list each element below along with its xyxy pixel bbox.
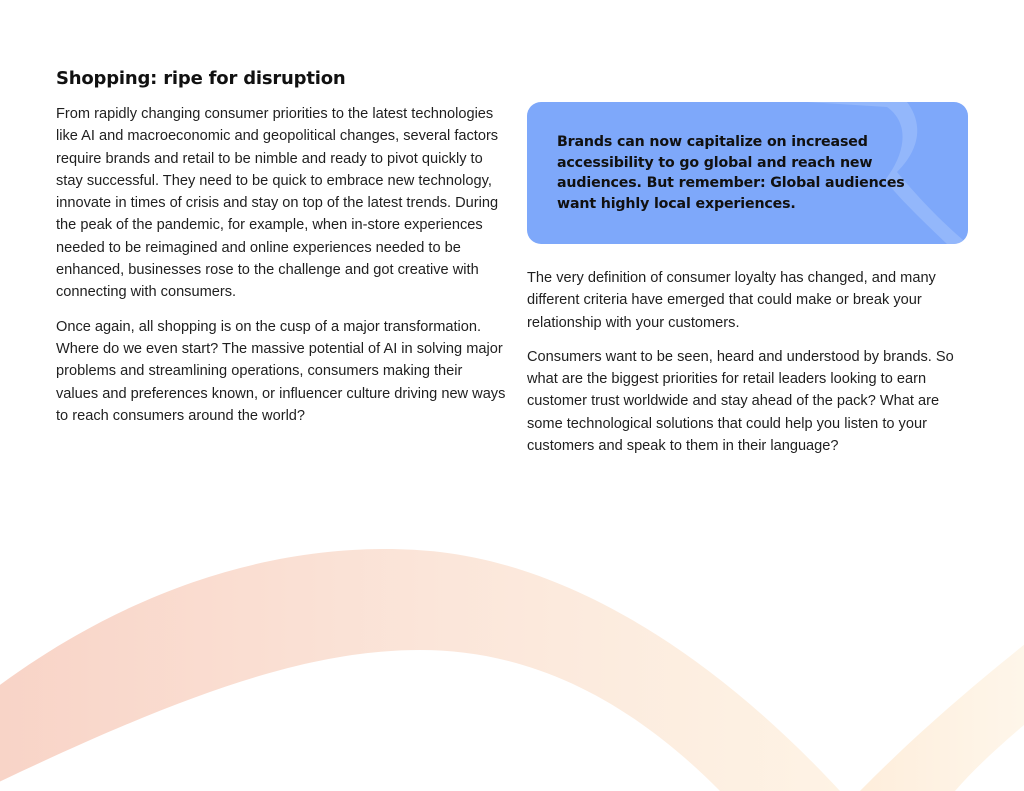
left-paragraph-2: Once again, all shopping is on the cusp of a major transformation. Where do we even start? The massive potential of AI in solving major problems and streamlining operations, consumers making their values and preferences known, or influencer culture driving new ways to reach consumers around the world?	[56, 318, 506, 424]
callout-box	[527, 102, 968, 244]
right-paragraph-2: Consumers want to be seen, heard and understood by brands. So what are the biggest priorities for retail leaders looking to earn customer trust worldwide and stay ahead of the pack? What are some technological solutions that could help you listen to your customers and speak to them in their language?	[527, 348, 954, 455]
section-heading: Shopping: ripe for disruption	[56, 68, 346, 89]
right-column	[527, 267, 972, 469]
left-column	[56, 103, 506, 439]
callout-text: Brands can now capitalize on increased accessibility to go global and reach new audiences. But remember: Global audiences want highly local experiences.	[557, 134, 905, 212]
swoosh-tail	[860, 640, 1024, 791]
right-paragraph-1: The very definition of consumer loyalty has changed, and many different criteria have emerged that could make or break your relationship with your customers.	[527, 270, 936, 331]
swoosh-arc	[0, 549, 840, 791]
left-paragraph-1: From rapidly changing consumer priorities to the latest technologies like AI and macroeconomic and geopolitical changes, several factors require brands and retail to be nimble and ready to pivot quickly to stay successful. They need to be quick to embrace new technology, innovate in times of crisis and stay on top of the latest trends. During the peak of the pandemic, for example, when in-store experiences needed to be reimagined and online experiences needed to be enhanced, businesses rose to the challenge and got creative with connecting with consumers.	[56, 106, 499, 301]
